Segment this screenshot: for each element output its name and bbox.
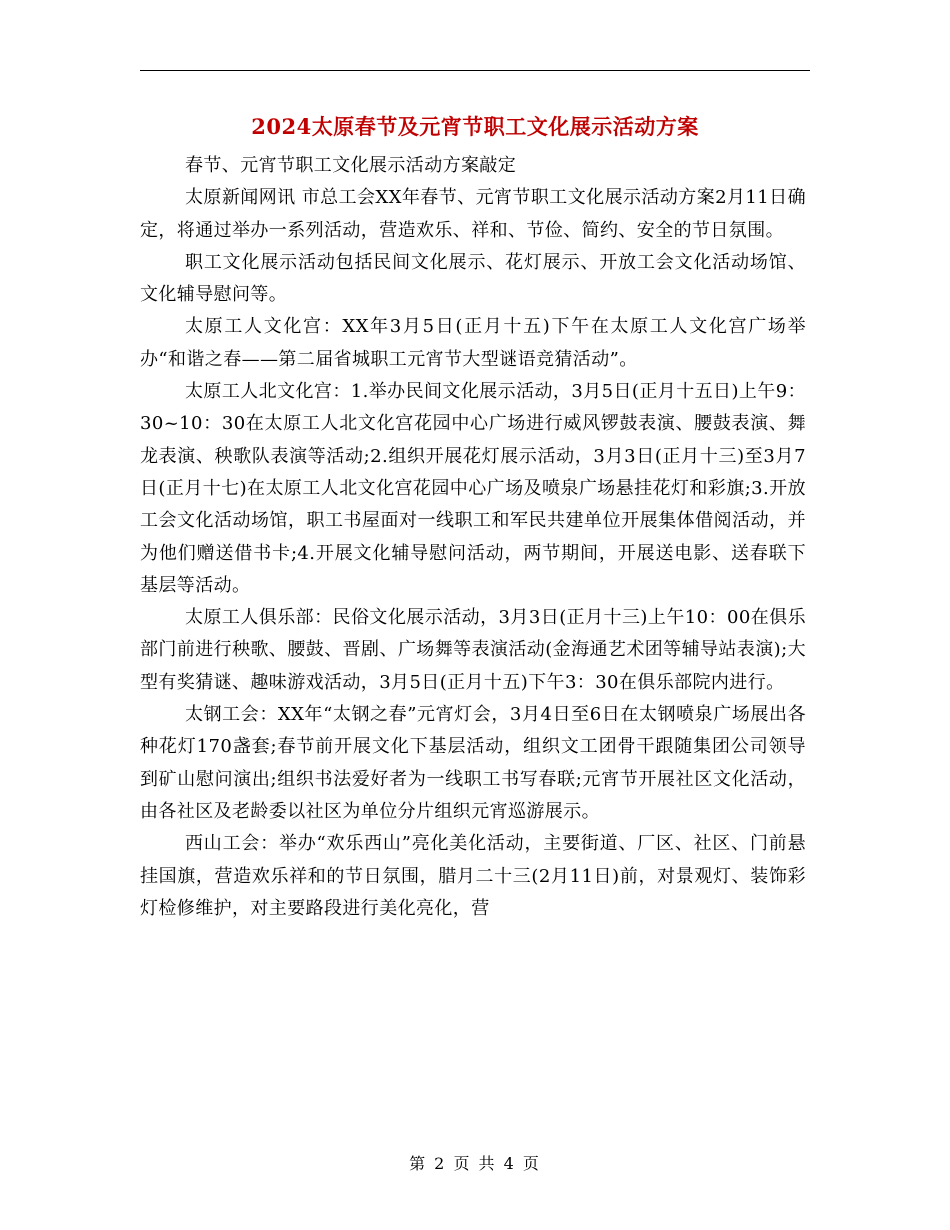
header-rule [140, 70, 810, 71]
paragraph-north-cultural-palace: 太原工人北文化宫：1.举办民间文化展示活动，3月5日(正月十五日)上午9：30~10：30在太原工人北文化宫花园中心广场进行威风锣鼓表演、腰鼓表演、舞龙表演、秧歌队表演等活动;2.组织开展花灯展示活动，3月3日(正月十三)至3月7日(正月十七)在太原工人北文化宫花园中心广场及喷泉广场悬挂花灯和彩旗;3.开放工会文化活动场馆，职工书屋面对一线职工和军民共建单位开展集体借阅活动，并为他们赠送借书卡;4.开展文化辅导慰问活动，两节期间，开展送电影、送春联下基层等活动。 [140, 381, 806, 596]
paragraph-activities-summary: 职工文化展示活动包括民间文化展示、花灯展示、开放工会文化活动场馆、文化辅导慰问等。 [140, 251, 806, 306]
paragraph-workers-cultural-palace: 太原工人文化宫：XX年3月5日(正月十五)下午在太原工人文化宫广场举办“和谐之春——第二届省城职工元宵节大型谜语竞猜活动”。 [140, 316, 806, 370]
paragraph-xishan-union: 西山工会：举办“欢乐西山”亮化美化活动，主要街道、厂区、社区、门前悬挂国旗，营造欢乐祥和的节日氛围，腊月二十三(2月11日)前，对景观灯、装饰彩灯检修维护，对主要路段进行美化亮化，营 [140, 833, 806, 919]
paragraph-subtitle: 春节、元宵节职工文化展示活动方案敲定 [185, 155, 517, 176]
page-number: 第 2 页 共 4 页 [409, 1154, 541, 1173]
paragraph-tisco-union: 太钢工会：XX年“太钢之春”元宵灯会，3月4日至6日在太钢喷泉广场展出各种花灯170盏套;春节前开展文化下基层活动，组织文工团骨干跟随集团公司领导到矿山慰问演出;组织书法爱好者为一线职工书写春联;元宵节开展社区文化活动，由各社区及老龄委以社区为单位分片组织元宵巡游展示。 [140, 704, 806, 822]
paragraph-news-intro: 太原新闻网讯 市总工会XX年春节、元宵节职工文化展示活动方案2月11日确定，将通过举办一系列活动，营造欢乐、祥和、节俭、简约、安全的节日氛围。 [140, 187, 806, 241]
paragraph-workers-club: 太原工人俱乐部：民俗文化展示活动，3月3日(正月十三)上午10：00在俱乐部门前进行秧歌、腰鼓、晋剧、广场舞等表演活动(金海通艺术团等辅导站表演);大型有奖猜谜、趣味游戏活动，3月5日(正月十五)下午3：30在俱乐部院内进行。 [140, 607, 806, 693]
document-body [140, 150, 806, 925]
document-title: 2024太原春节及元宵节职工文化展示活动方案 [251, 114, 699, 139]
